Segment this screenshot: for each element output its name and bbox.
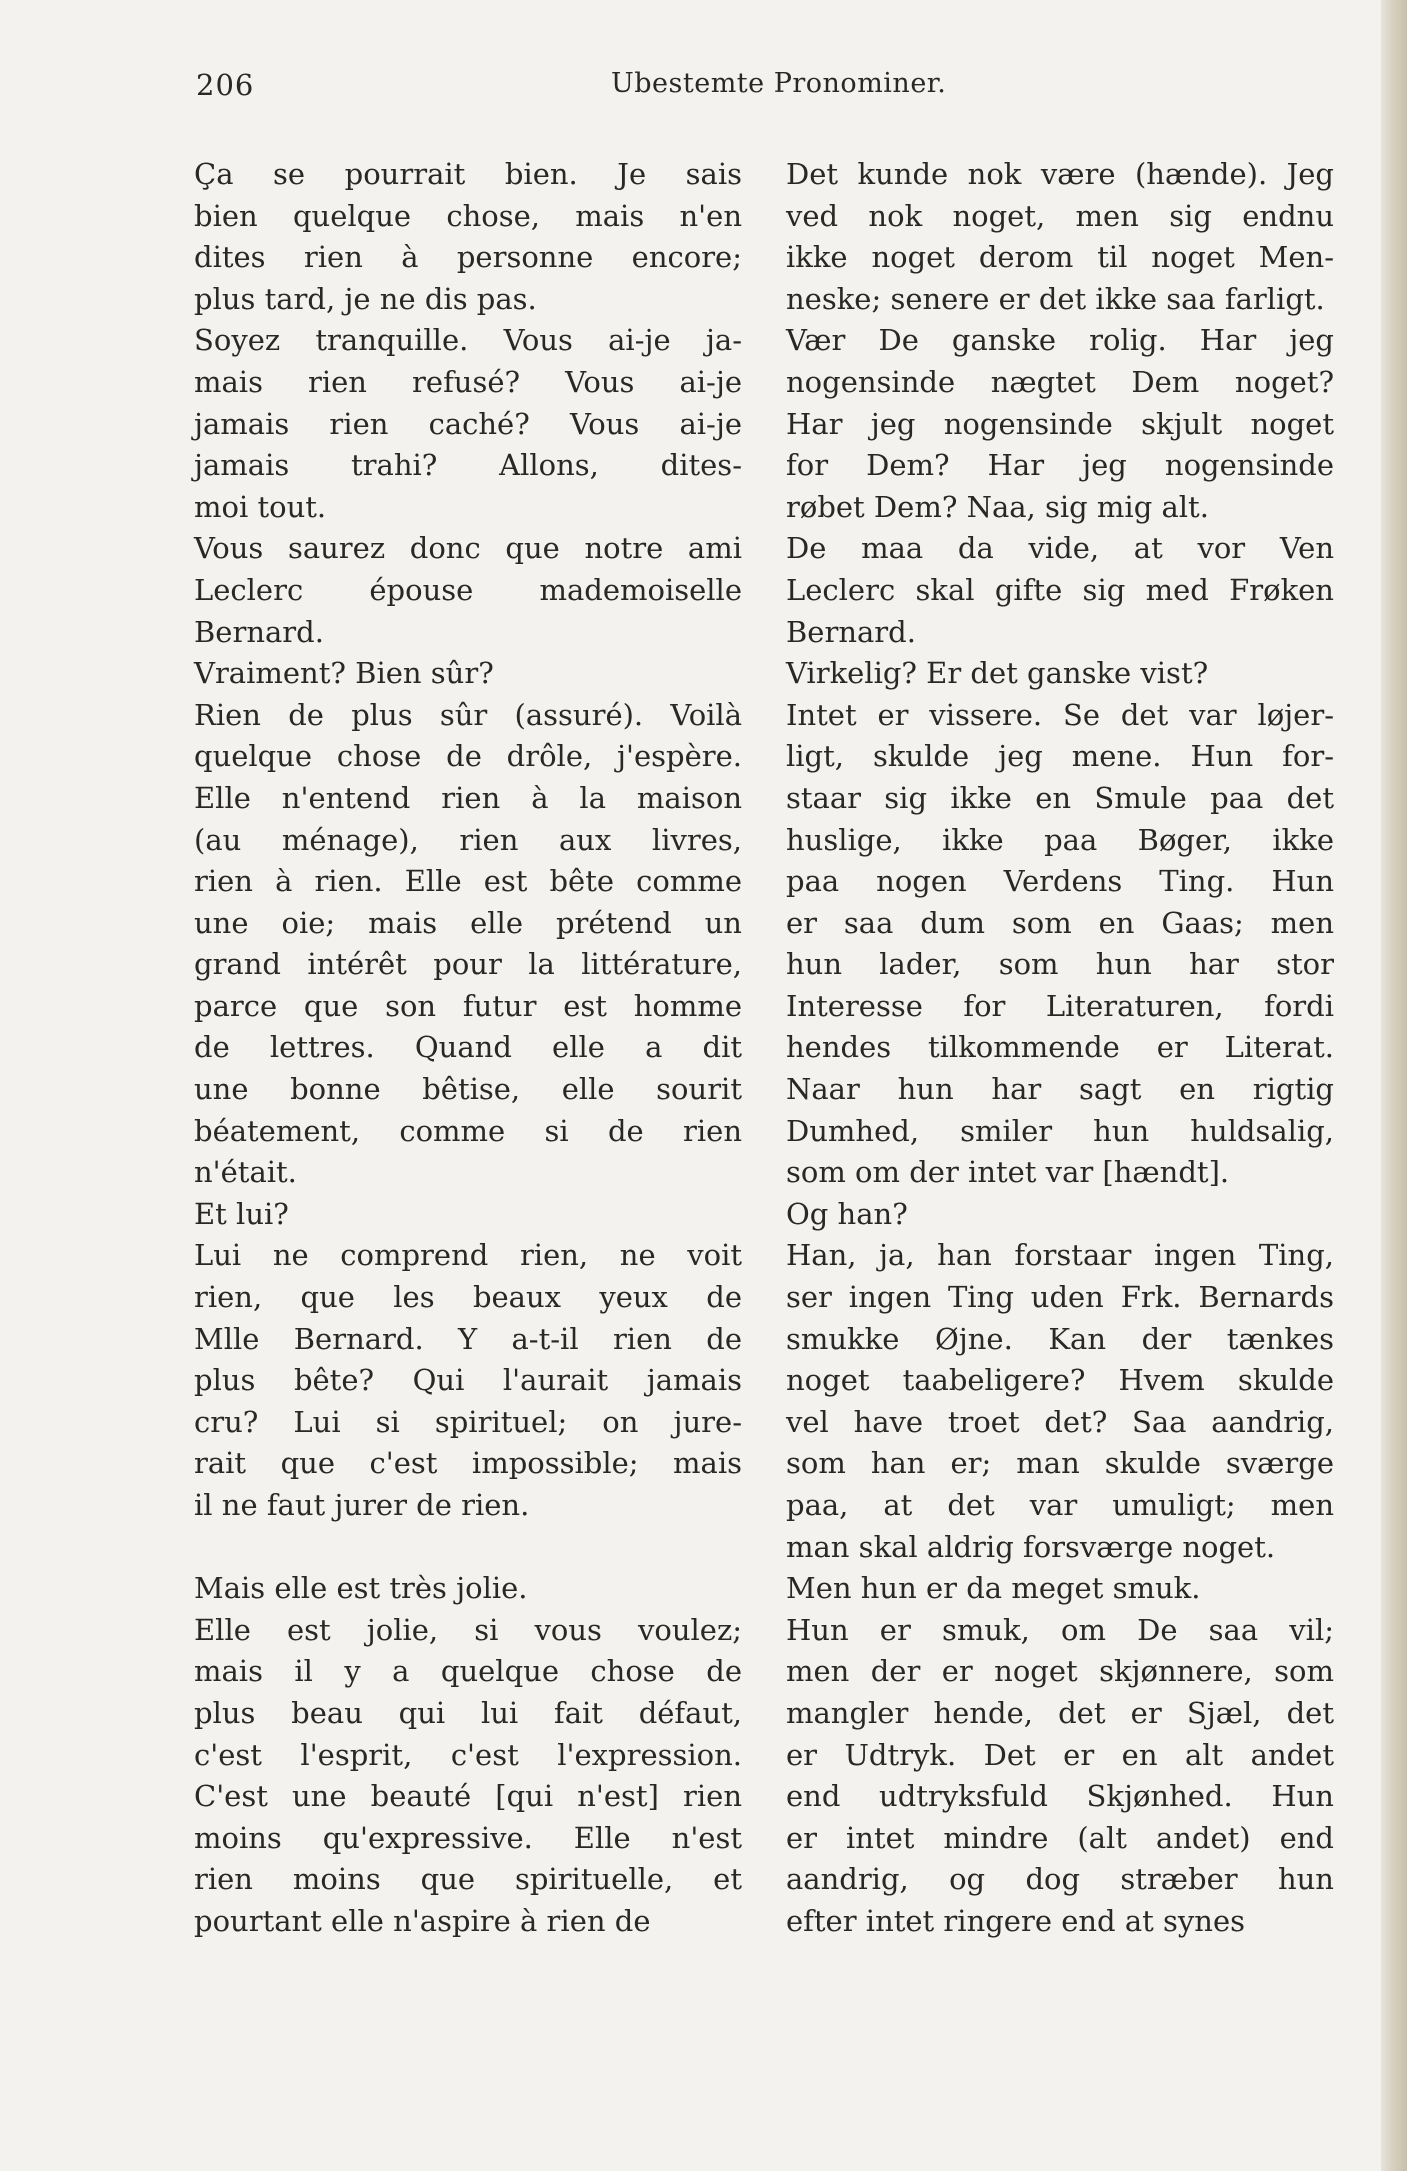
text-line: mais rien refusé? Vous ai-je: [194, 364, 742, 399]
text-line: rien, que les beaux yeux de: [194, 1280, 742, 1315]
french-paragraph: [194, 528, 742, 653]
text-line: Vær De ganske rolig. Har jeg: [786, 323, 1334, 358]
text-line: Hun er smuk, om De saa vil;: [786, 1612, 1334, 1647]
text-line: røbet Dem? Naa, sig mig alt.: [786, 489, 1209, 524]
text-line: Og han?: [786, 1196, 908, 1231]
text-line: béatement, comme si de rien: [194, 1113, 742, 1148]
text-line: Han, ja, han forstaar ingen Ting,: [786, 1238, 1334, 1273]
text-line: Naar hun har sagt en rigtig: [786, 1072, 1334, 1107]
danish-paragraph: [786, 154, 1334, 320]
french-column: [194, 154, 742, 1943]
text-line: de lettres. Quand elle a dit: [194, 1030, 742, 1065]
text-line: smukke Øjne. Kan der tænkes: [786, 1321, 1334, 1356]
text-line: plus bête? Qui l'aurait jamais: [194, 1363, 742, 1398]
text-line: hendes tilkommende er Literat.: [786, 1030, 1334, 1065]
text-line: som han er; man skulde sværge: [786, 1446, 1334, 1481]
text-line: c'est l'esprit, c'est l'expression.: [194, 1737, 742, 1772]
text-line: ikke noget derom til noget Men-: [786, 240, 1334, 275]
text-line: rait que c'est impossible; mais: [194, 1446, 742, 1481]
danish-paragraph: [786, 653, 1334, 695]
text-line: Bernard.: [786, 614, 916, 649]
text-line: Leclerc épouse mademoiselle: [194, 572, 742, 607]
text-line: rien à rien. Elle est bête comme: [194, 864, 742, 899]
text-line: for Dem? Har jeg nogensinde: [786, 448, 1334, 483]
danish-paragraph: [786, 1235, 1334, 1568]
text-line: Rien de plus sûr (assuré). Voilà: [194, 697, 742, 732]
text-line: Dumhed, smiler hun huldsalig,: [786, 1113, 1334, 1148]
text-line: noget taabeligere? Hvem skulde: [786, 1363, 1334, 1398]
text-line: ser ingen Ting uden Frk. Bernards: [786, 1280, 1334, 1315]
text-line: rien moins que spirituelle, et: [194, 1862, 742, 1897]
text-line: jamais trahi? Allons, dites-: [194, 448, 742, 483]
text-line: neske; senere er det ikke saa farligt.: [786, 281, 1325, 316]
text-line: Et lui?: [194, 1196, 289, 1231]
text-line: Leclerc skal gifte sig med Frøken: [786, 572, 1334, 607]
text-line: men der er noget skjønnere, som: [786, 1654, 1334, 1689]
danish-paragraph: [786, 1194, 1334, 1236]
text-line: Har jeg nogensinde skjult noget: [786, 406, 1334, 441]
danish-paragraph: [786, 695, 1334, 1194]
text-line: ligt, skulde jeg mene. Hun for-: [786, 739, 1334, 774]
text-line: moins qu'expressive. Elle n'est: [194, 1820, 742, 1855]
french-paragraph: [194, 1568, 742, 1610]
text-line: som om der intet var [hændt].: [786, 1155, 1230, 1190]
text-line: er Udtryk. Det er en alt andet: [786, 1737, 1334, 1772]
text-line: paa, at det var umuligt; men: [786, 1488, 1334, 1522]
text-line: Ça se pourrait bien. Je sais: [194, 157, 742, 191]
text-line: vel have troet det? Saa aandrig,: [786, 1404, 1334, 1439]
text-line: er intet mindre (alt andet) end: [786, 1820, 1334, 1855]
text-line: staar sig ikke en Smule paa det: [786, 780, 1334, 815]
french-paragraph: [194, 653, 742, 695]
text-line: er saa dum som en Gaas; men: [786, 905, 1334, 940]
text-line: Elle est jolie, si vous voulez;: [194, 1612, 742, 1647]
text-line: Lui ne comprend rien, ne voit: [194, 1238, 742, 1273]
danish-paragraph: [786, 1610, 1334, 1943]
text-line: pourtant elle n'aspire à rien de: [194, 1903, 651, 1938]
text-line: Vous saurez donc que notre ami: [194, 531, 742, 566]
text-line: aandrig, og dog stræber hun: [786, 1862, 1334, 1897]
page-header: [196, 68, 1266, 114]
french-paragraph: [194, 1235, 742, 1526]
text-line: plus tard, je ne dis pas.: [194, 281, 537, 316]
text-line: Virkelig? Er det ganske vist?: [786, 656, 1209, 691]
french-paragraph: [194, 1610, 742, 1943]
running-title: Ubestemte Pronominer.: [611, 68, 947, 99]
text-line: hun lader, som hun har stor: [786, 947, 1334, 982]
text-line: Soyez tranquille. Vous ai-je ja-: [194, 323, 742, 358]
page-number: 206: [196, 68, 255, 102]
danish-column: [786, 154, 1334, 1943]
text-line: Mais elle est très jolie.: [194, 1571, 528, 1606]
danish-paragraph: [786, 1568, 1334, 1610]
text-line: quelque chose de drôle, j'espère.: [194, 739, 742, 774]
text-line: Men hun er da meget smuk.: [786, 1571, 1201, 1606]
text-line: De maa da vide, at vor Ven: [786, 531, 1334, 566]
text-line: efter intet ringere end at synes: [786, 1903, 1245, 1938]
text-line: paa nogen Verdens Ting. Hun: [786, 864, 1334, 899]
text-line: man skal aldrig forsværge noget.: [786, 1529, 1276, 1564]
text-line: (au ménage), rien aux livres,: [194, 822, 742, 857]
text-line: end udtryksfuld Skjønhed. Hun: [786, 1779, 1334, 1814]
text-line: Interesse for Literaturen, fordi: [786, 988, 1334, 1023]
text-line: Intet er vissere. Se det var løjer-: [786, 697, 1334, 732]
text-line: une oie; mais elle prétend un: [194, 905, 742, 940]
french-paragraph: [194, 154, 742, 320]
text-line: mangler hende, det er Sjæl, det: [786, 1695, 1334, 1730]
text-line: une bonne bêtise, elle sourit: [194, 1072, 742, 1107]
french-paragraph: [194, 695, 742, 1194]
text-line: ved nok noget, men sig endnu: [786, 198, 1334, 233]
text-line: plus beau qui lui fait défaut,: [194, 1695, 742, 1730]
text-line: il ne faut jurer de rien.: [194, 1488, 530, 1522]
text-line: moi tout.: [194, 489, 327, 524]
danish-paragraph: [786, 320, 1334, 528]
french-paragraph: [194, 1194, 742, 1236]
text-line: Vraiment? Bien sûr?: [194, 656, 494, 691]
french-paragraph: [194, 320, 742, 528]
text-line: Mlle Bernard. Y a-t-il rien de: [194, 1321, 742, 1356]
text-line: Bernard.: [194, 614, 324, 649]
text-line: mais il y a quelque chose de: [194, 1654, 742, 1689]
text-line: nogensinde nægtet Dem noget?: [786, 364, 1334, 399]
text-line: C'est une beauté [qui n'est] rien: [194, 1779, 742, 1814]
text-line: cru? Lui si spirituel; on jure-: [194, 1404, 742, 1439]
text-line: grand intérêt pour la littérature,: [194, 947, 742, 982]
text-line: Elle n'entend rien à la maison: [194, 780, 742, 815]
page-edge-shadow: [1381, 0, 1407, 2171]
danish-paragraph: [786, 528, 1334, 653]
text-line: dites rien à personne encore;: [194, 240, 742, 275]
text-line: parce que son futur est homme: [194, 988, 742, 1023]
text-line: huslige, ikke paa Bøger, ikke: [786, 822, 1334, 857]
text-line: Det kunde nok være (hænde). Jeg: [786, 157, 1334, 191]
text-line: jamais rien caché? Vous ai-je: [194, 406, 742, 441]
text-line: bien quelque chose, mais n'en: [194, 198, 742, 233]
text-line: n'était.: [194, 1155, 297, 1190]
